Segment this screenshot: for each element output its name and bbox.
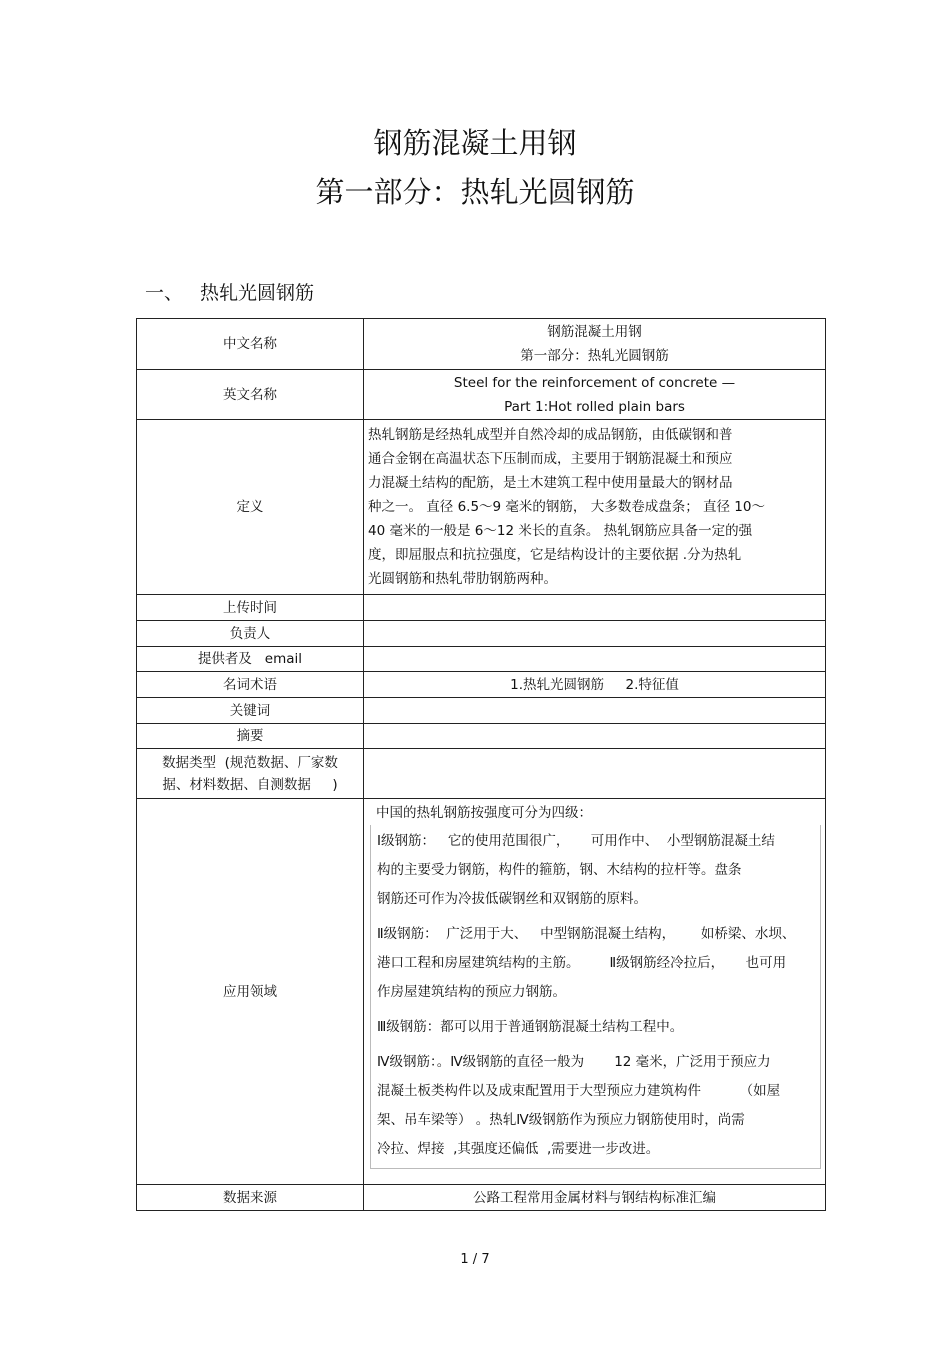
value-data-type [364,749,826,799]
grade-1-paragraph [377,827,816,914]
table-row-data-type [137,749,826,799]
document-title-line1: 钢筋混凝土用钢 [373,126,577,160]
definition-line: 通合金钢在高温状态下压制而成，主要用于钢筋混凝土和预应 [368,451,733,467]
value-application [364,799,826,1185]
section-number: 一、 [145,282,184,304]
table-row-chinese-name [137,319,826,370]
label-responsible: 负责人 [137,621,364,647]
label-chinese-name: 中文名称 [137,319,364,370]
label-keywords: 关键词 [137,698,364,724]
grade-4-paragraph [377,1048,816,1164]
value-definition [364,420,826,595]
value-upload-time [364,595,826,621]
table-row-data-source [137,1185,826,1211]
document-title-line2: 第一部分：热轧光圆钢筋 [315,175,635,209]
grade-1-line: Ⅰ级钢筋： 它的使用范围很广， 可用作中、 小型钢筋混凝土结 [377,833,775,849]
chinese-name-line1: 钢筋混凝土用钢 [547,324,642,340]
table-row-application [137,799,826,1185]
label-definition: 定义 [137,420,364,595]
english-name-line2: Part 1:Hot rolled plain bars [504,398,685,415]
chinese-name-line2: 第一部分：热轧光圆钢筋 [520,348,669,364]
label-data-source: 数据来源 [137,1185,364,1211]
definition-line: 40 毫米的一般是 6～12 米长的直条。 热轧钢筋应具备一定的强 [368,523,753,539]
definition-line: 种之一。 直径 6.5～9 毫米的钢筋， 大多数卷成盘条； 直径 10～ [368,499,765,515]
grade-4-line: Ⅳ级钢筋：。Ⅳ级钢筋的直径一般为 12 毫米，广泛用于预应力 [377,1054,771,1070]
definition-line: 热轧钢筋是经热轧成型并自然冷却的成品钢筋，由低碳钢和普 [368,427,733,443]
table-row-abstract [137,724,826,749]
definition-line: 光圆钢筋和热轧带肋钢筋两种。 [368,571,557,587]
data-type-label-line2: 据、材料数据、自测数据 ) [162,776,338,793]
table-row-english-name [137,370,826,420]
application-intro: 中国的热轧钢筋按强度可分为四级： [376,805,592,821]
page-number: 1 / 7 [460,1252,490,1267]
table-row-definition [137,420,826,595]
value-data-source: 公路工程常用金属材料与钢结构标准汇编 [364,1185,826,1211]
definition-line: 力混凝土结构的配筋，是土木建筑工程中使用量最大的钢材品 [368,475,733,491]
table-row-keywords [137,698,826,724]
application-grades [370,825,821,1169]
grade-1-line: 构的主要受力钢筋，构件的箍筋，钢、木结构的拉杆等。盘条 [377,862,742,878]
grade-3-line: Ⅲ级钢筋：都可以用于普通钢筋混凝土结构工程中。 [377,1019,684,1035]
label-terms: 名词术语 [137,672,364,698]
section-heading [145,280,314,306]
grade-4-line: 冷拉、焊接 ,其强度还偏低 ,需要进一步改进。 [377,1141,660,1157]
label-english-name: 英文名称 [137,370,364,420]
grade-4-line: 混凝土板类构件以及成束配置用于大型预应力建筑构件 （如屋 [377,1083,781,1099]
label-provider: 提供者及 email [137,647,364,672]
value-terms: 1.热轧光圆钢筋 2.特征值 [364,672,826,698]
grade-4-line: 架、吊车梁等） 。热轧Ⅳ级钢筋作为预应力钢筋使用时，尚需 [377,1112,745,1128]
value-abstract [364,724,826,749]
definition-line: 度，即屈服点和抗拉强度，它是结构设计的主要依据 .分为热轧 [368,547,742,563]
value-keywords [364,698,826,724]
data-type-label-line1: 数据类型 (规范数据、厂家数 [162,754,338,771]
grade-2-paragraph [377,920,816,1007]
grade-2-line: Ⅱ级钢筋： 广泛用于大、 中型钢筋混凝土结构， 如桥梁、水坝、 [377,926,796,942]
table-row-terms [137,672,826,698]
label-application: 应用领域 [137,799,364,1185]
value-chinese-name [364,319,826,370]
english-name-line1: Steel for the reinforcement of concrete — [453,374,736,391]
table-row-provider [137,647,826,672]
label-upload-time: 上传时间 [137,595,364,621]
table-row-responsible [137,621,826,647]
value-responsible [364,621,826,647]
grade-3-paragraph [377,1013,816,1042]
section-title: 热轧光圆钢筋 [200,282,315,304]
grade-2-line: 作房屋建筑结构的预应力钢筋。 [377,984,566,1000]
table-row-upload-time [137,595,826,621]
value-provider [364,647,826,672]
label-abstract: 摘要 [137,724,364,749]
grade-2-line: 港口工程和房屋建筑结构的主筋。 Ⅱ级钢筋经冷拉后， 也可用 [377,955,787,971]
grade-1-line: 钢筋还可作为冷拔低碳钢丝和双钢筋的原料。 [377,891,647,907]
value-english-name [364,370,826,420]
label-data-type [137,749,364,799]
data-table [136,318,826,1211]
